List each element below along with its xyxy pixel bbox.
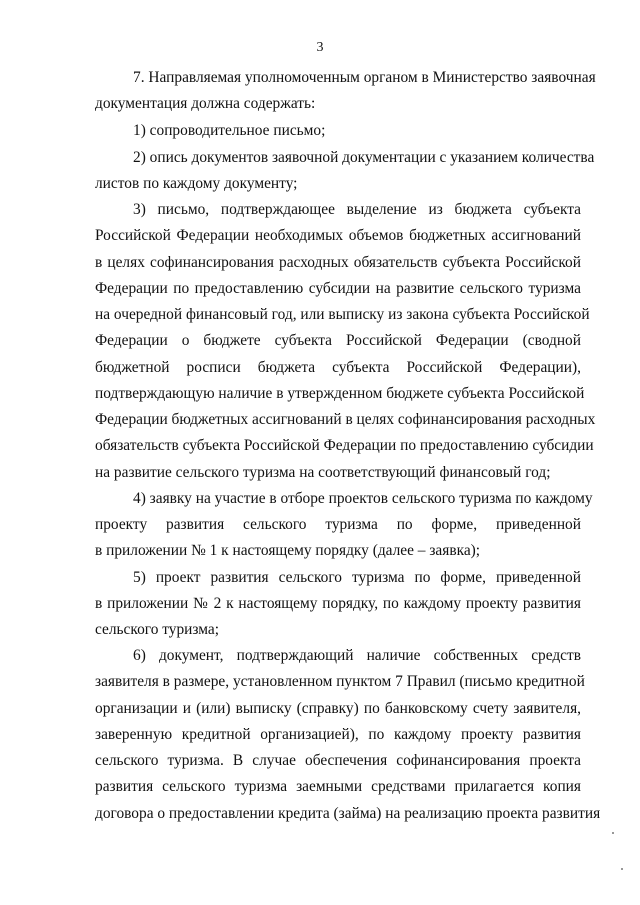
text-line: 4) заявку на участие в отборе проектов сельского туризма по каждому xyxy=(133,490,593,507)
text-line: 2) опись документов заявочной документации с указанием количества xyxy=(133,149,595,166)
text-line: 1) сопроводительное письмо; xyxy=(133,122,326,139)
text-line: в приложении № 1 к настоящему порядку (далее – заявка); xyxy=(95,542,481,559)
text-line: проекту развития сельского туризма по форме, приведенной xyxy=(95,516,581,533)
text-line: Российской Федерации необходимых объемов бюджетных ассигнований xyxy=(95,227,581,244)
text-line: обязательств субъекта Российской Федерации по предоставлению субсидии xyxy=(95,437,594,454)
text-line: в приложении № 2 к настоящему порядку, по каждому проекту развития xyxy=(95,595,581,612)
scan-speck xyxy=(621,868,623,870)
text-line: сельского туризма; xyxy=(95,621,219,638)
page-number: 3 xyxy=(316,40,324,55)
text-line: заверенную кредитной организацией), по каждому проекту развития xyxy=(95,726,581,743)
text-line: Федерации по предоставлению субсидии на развитие сельского туризма xyxy=(95,280,581,297)
text-line: Федерации бюджетных ассигнований в целях софинансирования расходных xyxy=(95,411,596,428)
text-line: подтверждающую наличие в утвержденном бюджете субъекта Российской xyxy=(95,385,585,402)
scan-speck xyxy=(612,832,614,834)
text-line: развития сельского туризма заемными средствами прилагается копия xyxy=(95,778,581,795)
text-line: листов по каждому документу; xyxy=(95,175,298,192)
text-line: 5) проект развития сельского туризма по форме, приведенной xyxy=(133,569,581,586)
text-line: организации и (или) выписку (справку) по банковскому счету заявителя, xyxy=(95,700,581,717)
text-line: документация должна содержать: xyxy=(95,95,316,112)
text-line: 3) письмо, подтверждающее выделение из бюджета субъекта xyxy=(133,201,581,218)
text-line: сельского туризма. В случае обеспечения софинансирования проекта xyxy=(95,752,581,769)
text-line: на развитие сельского туризма на соответствующий финансовый год; xyxy=(95,464,551,481)
text-line: 7. Направляемая уполномоченным органом в Министерство заявочная xyxy=(133,69,596,86)
text-line: бюджетной росписи бюджета субъекта Российской Федерации), xyxy=(95,359,581,376)
text-line: 6) документ, подтверждающий наличие собственных средств xyxy=(133,647,581,664)
text-line: заявителя в размере, установленном пунктом 7 Правил (письмо кредитной xyxy=(95,673,585,690)
text-line: в целях софинансирования расходных обязательств субъекта Российской xyxy=(95,254,581,271)
text-line: Федерации о бюджете субъекта Российской Федерации (сводной xyxy=(95,332,581,349)
text-line: на очередной финансовый год, или выписку из закона субъекта Российской xyxy=(95,306,590,323)
text-line: договора о предоставлении кредита (займа) на реализацию проекта развития xyxy=(95,805,601,822)
